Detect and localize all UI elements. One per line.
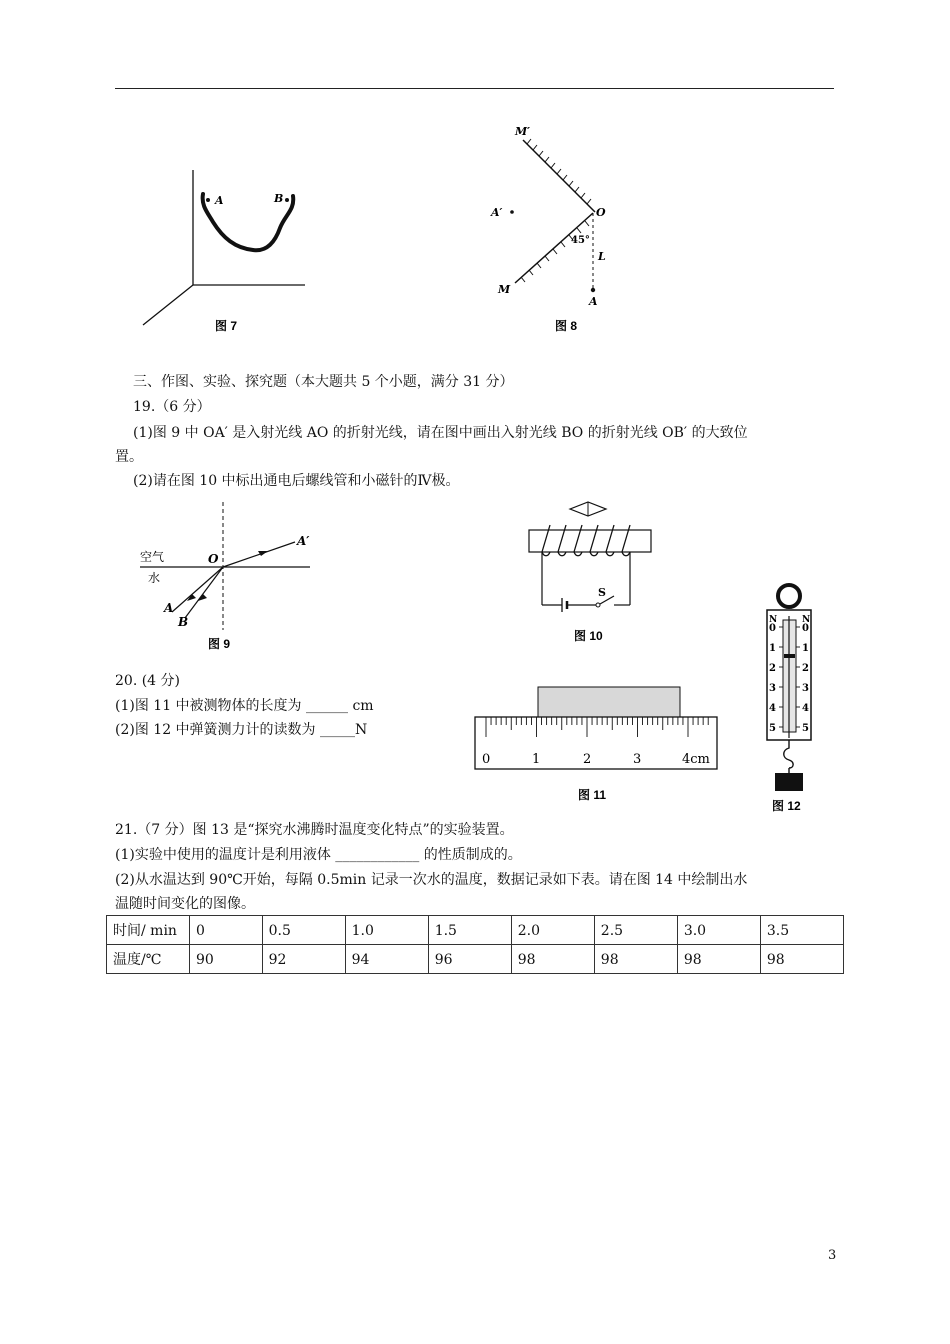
fig8-label-angle: 45°	[571, 235, 590, 246]
table-header-cell: 温度/℃	[107, 945, 190, 974]
q20-part1: (1)图 11 中被测物体的长度为 ______ cm	[115, 698, 374, 714]
fig12-scale-left: 5	[769, 723, 776, 734]
table-cell: 3.0	[677, 916, 760, 945]
table-cell: 94	[345, 945, 428, 974]
figure-11	[472, 683, 722, 805]
figure-8-caption: 图 8	[555, 319, 578, 333]
data-table	[106, 915, 844, 974]
figure-10-caption: 图 10	[574, 629, 603, 643]
fig10-label-s: S	[598, 586, 606, 599]
fig12-scale-left: 3	[769, 683, 776, 694]
fig11-tick-label: 0	[482, 752, 491, 767]
table-header-cell: 时间/ min	[107, 916, 190, 945]
q19-part1: (1)图 9 中 OA′ 是入射光线 AO 的折射光线，请在图中画出入射光线 BO 的折射光线 OB′ 的大致位	[133, 425, 748, 441]
table-cell: 98	[677, 945, 760, 974]
fig8-label-m: M	[498, 283, 511, 296]
figure-9-caption: 图 9	[208, 637, 231, 651]
figure-12	[758, 580, 828, 815]
table-row	[107, 916, 844, 945]
section-title: 三、作图、实验、探究题（本大题共 5 个小题，满分 31 分）	[133, 374, 514, 390]
fig12-scale-left: 1	[769, 643, 776, 654]
figure-10	[520, 495, 660, 650]
fig12-scale-right: 4	[802, 703, 809, 714]
table-cell: 1.0	[345, 916, 428, 945]
figure-12-caption: 图 12	[772, 799, 801, 813]
fig8-label-l: L	[598, 250, 606, 263]
table-cell: 0	[190, 916, 263, 945]
fig9-label-a-prime: A′	[297, 534, 310, 548]
fig12-scale-right: 0	[802, 623, 809, 634]
table-cell: 1.5	[428, 916, 511, 945]
fig12-label-n-right: N	[802, 615, 811, 625]
fig11-tick-label: 3	[633, 752, 642, 767]
q21-part1: (1)实验中使用的温度计是利用液体 ____________ 的性质制成的。	[115, 847, 522, 863]
q20-part2: (2)图 12 中弹簧测力计的读数为 _____N	[115, 722, 368, 738]
q19-part2: (2)请在图 10 中标出通电后螺线管和小磁针的Ⅳ极。	[133, 473, 460, 489]
page-number: 3	[828, 1248, 837, 1263]
table-cell: 3.5	[760, 916, 843, 945]
table-cell: 2.5	[594, 916, 677, 945]
table-cell: 96	[428, 945, 511, 974]
fig8-label-o: O	[596, 206, 606, 219]
table-cell: 98	[594, 945, 677, 974]
fig11-tick-label: 4cm	[682, 752, 710, 767]
top-rule	[115, 88, 834, 89]
fig9-label-o: O	[208, 552, 219, 566]
q21-part2: (2)从水温达到 90℃开始，每隔 0.5min 记录一次水的温度，数据记录如下表。请在图 14 中绘制出水	[115, 872, 748, 888]
table-cell: 92	[262, 945, 345, 974]
q21-part2-cont: 温随时间变化的图像。	[115, 896, 255, 912]
fig8-label-a-prime: A′	[491, 206, 503, 219]
table-cell: 2.0	[511, 916, 594, 945]
table-cell: 98	[511, 945, 594, 974]
figure-11-caption: 图 11	[578, 788, 607, 802]
fig7-label-a: A	[215, 194, 224, 207]
fig12-label-n-left: N	[769, 615, 778, 625]
fig12-scale-right: 2	[802, 663, 809, 674]
fig9-label-water: 水	[148, 571, 161, 585]
table-cell: 90	[190, 945, 263, 974]
fig8-label-m-prime: M′	[515, 125, 531, 138]
figure-7	[135, 160, 325, 340]
fig12-scale-left: 2	[769, 663, 776, 674]
fig8-label-a: A	[589, 295, 598, 308]
q21-header: 21.（7 分）图 13 是“探究水沸腾时温度变化特点”的实验装置。	[115, 822, 514, 838]
fig11-tick-label: 2	[583, 752, 592, 767]
figure-9	[130, 500, 330, 655]
table-cell: 0.5	[262, 916, 345, 945]
fig12-scale-right: 5	[802, 723, 809, 734]
fig12-scale-right: 1	[802, 643, 809, 654]
table-row	[107, 945, 844, 974]
fig9-label-air: 空气	[140, 550, 165, 564]
table-cell: 98	[760, 945, 843, 974]
fig12-scale-left: 0	[769, 623, 776, 634]
fig12-scale-right: 3	[802, 683, 809, 694]
fig9-label-a: A	[164, 601, 174, 615]
fig11-tick-label: 1	[532, 752, 541, 767]
figure-7-caption: 图 7	[215, 319, 238, 333]
q19-part1-cont: 置。	[115, 449, 143, 465]
fig12-scale-left: 4	[769, 703, 776, 714]
q20-header: 20. (4 分)	[115, 673, 180, 689]
q19-header: 19.（6 分）	[133, 399, 211, 415]
figure-8	[485, 115, 645, 340]
fig9-label-b: B	[178, 615, 189, 629]
fig7-label-b: B	[274, 192, 284, 205]
